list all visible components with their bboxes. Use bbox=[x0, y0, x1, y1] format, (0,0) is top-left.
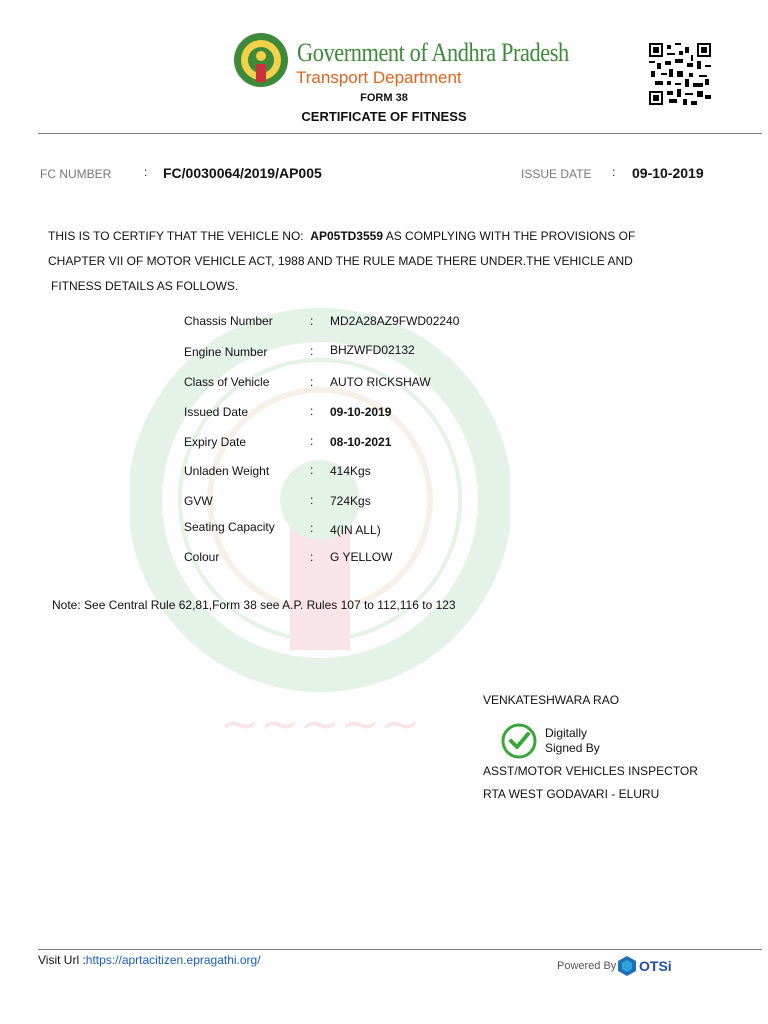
footer-divider bbox=[38, 949, 762, 950]
ap-government-logo bbox=[232, 30, 290, 92]
detail-label: Unladen Weight bbox=[184, 464, 270, 478]
fc-number-label: FC NUMBER bbox=[40, 167, 112, 181]
signatory-office: RTA WEST GODAVARI - ELURU bbox=[483, 787, 660, 801]
detail-value: 09-10-2019 bbox=[330, 405, 392, 419]
government-title: Government of Andhra Pradesh bbox=[297, 38, 569, 67]
detail-colon: : bbox=[310, 344, 314, 358]
detail-colon: : bbox=[310, 404, 314, 418]
signed-by-label: Signed By bbox=[545, 741, 600, 755]
digital-signature-check-icon bbox=[500, 722, 538, 760]
otsi-logo-icon bbox=[618, 956, 636, 976]
qr-code bbox=[649, 43, 711, 105]
visit-url-label: Visit Url : bbox=[38, 953, 86, 967]
detail-value: MD2A28AZ9FWD02240 bbox=[330, 314, 460, 328]
statement-prefix: THIS IS TO CERTIFY THAT THE VEHICLE NO: bbox=[48, 229, 304, 243]
otsi-brand: OTSi bbox=[639, 958, 672, 974]
department-name: Transport Department bbox=[296, 68, 462, 87]
detail-colon: : bbox=[310, 375, 314, 389]
detail-value: 724Kgs bbox=[330, 494, 371, 508]
header-divider bbox=[38, 133, 762, 134]
visit-url bbox=[38, 953, 261, 967]
statement-line1-suffix: AS COMPLYING WITH THE PROVISIONS OF bbox=[385, 229, 636, 243]
detail-value: 414Kgs bbox=[330, 464, 371, 478]
detail-colon: : bbox=[310, 550, 314, 564]
detail-label: Seating Capacity bbox=[184, 520, 275, 534]
fc-colon: : bbox=[144, 165, 148, 179]
detail-value: G YELLOW bbox=[330, 550, 393, 564]
vehicle-number: AP05TD3559 bbox=[310, 229, 384, 243]
rules-note: Note: See Central Rule 62,81,Form 38 see A.P. Rules 107 to 112,116 to 123 bbox=[52, 598, 456, 612]
issue-colon: : bbox=[612, 165, 616, 179]
detail-label: Chassis Number bbox=[184, 314, 273, 328]
detail-label: Expiry Date bbox=[184, 435, 247, 449]
issue-date-label: ISSUE DATE bbox=[521, 167, 592, 181]
detail-value: BHZWFD02132 bbox=[330, 343, 415, 357]
signatory-name: VENKATESHWARA RAO bbox=[483, 693, 620, 707]
detail-label: Colour bbox=[184, 550, 220, 564]
svg-text:~~~~~: ~~~~~ bbox=[219, 696, 421, 752]
detail-colon: : bbox=[310, 434, 314, 448]
powered-by-label: Powered By bbox=[557, 960, 617, 972]
issue-date-value: 09-10-2019 bbox=[632, 165, 704, 181]
statement-line-1 bbox=[48, 224, 688, 249]
detail-value: AUTO RICKSHAW bbox=[330, 375, 431, 389]
statement-line-3: FITNESS DETAILS AS FOLLOWS. bbox=[51, 279, 239, 293]
detail-colon: : bbox=[310, 493, 314, 507]
detail-label: Class of Vehicle bbox=[184, 375, 270, 389]
detail-label: Issued Date bbox=[184, 405, 249, 419]
visit-url-link[interactable]: https://aprtacitizen.epragathi.org/ bbox=[85, 953, 261, 967]
detail-colon: : bbox=[310, 521, 314, 535]
digitally-label: Digitally bbox=[545, 726, 588, 740]
detail-label: GVW bbox=[184, 494, 213, 508]
detail-value: 08-10-2021 bbox=[330, 435, 392, 449]
detail-colon: : bbox=[310, 463, 314, 477]
signatory-designation: ASST/MOTOR VEHICLES INSPECTOR bbox=[483, 764, 698, 778]
certification-statement bbox=[48, 224, 688, 299]
statement-line-2: CHAPTER VII OF MOTOR VEHICLE ACT, 1988 AND THE RULE MADE THERE UNDER.THE VEHICLE AND bbox=[48, 254, 633, 268]
detail-value: 4(IN ALL) bbox=[330, 523, 381, 537]
detail-label: Engine Number bbox=[184, 345, 268, 359]
certificate-title: CERTIFICATE OF FITNESS bbox=[301, 109, 467, 124]
form-number: FORM 38 bbox=[360, 92, 408, 104]
digitally-signed-text bbox=[545, 726, 600, 756]
fc-number-value: FC/0030064/2019/AP005 bbox=[163, 165, 322, 181]
detail-colon: : bbox=[310, 314, 314, 328]
